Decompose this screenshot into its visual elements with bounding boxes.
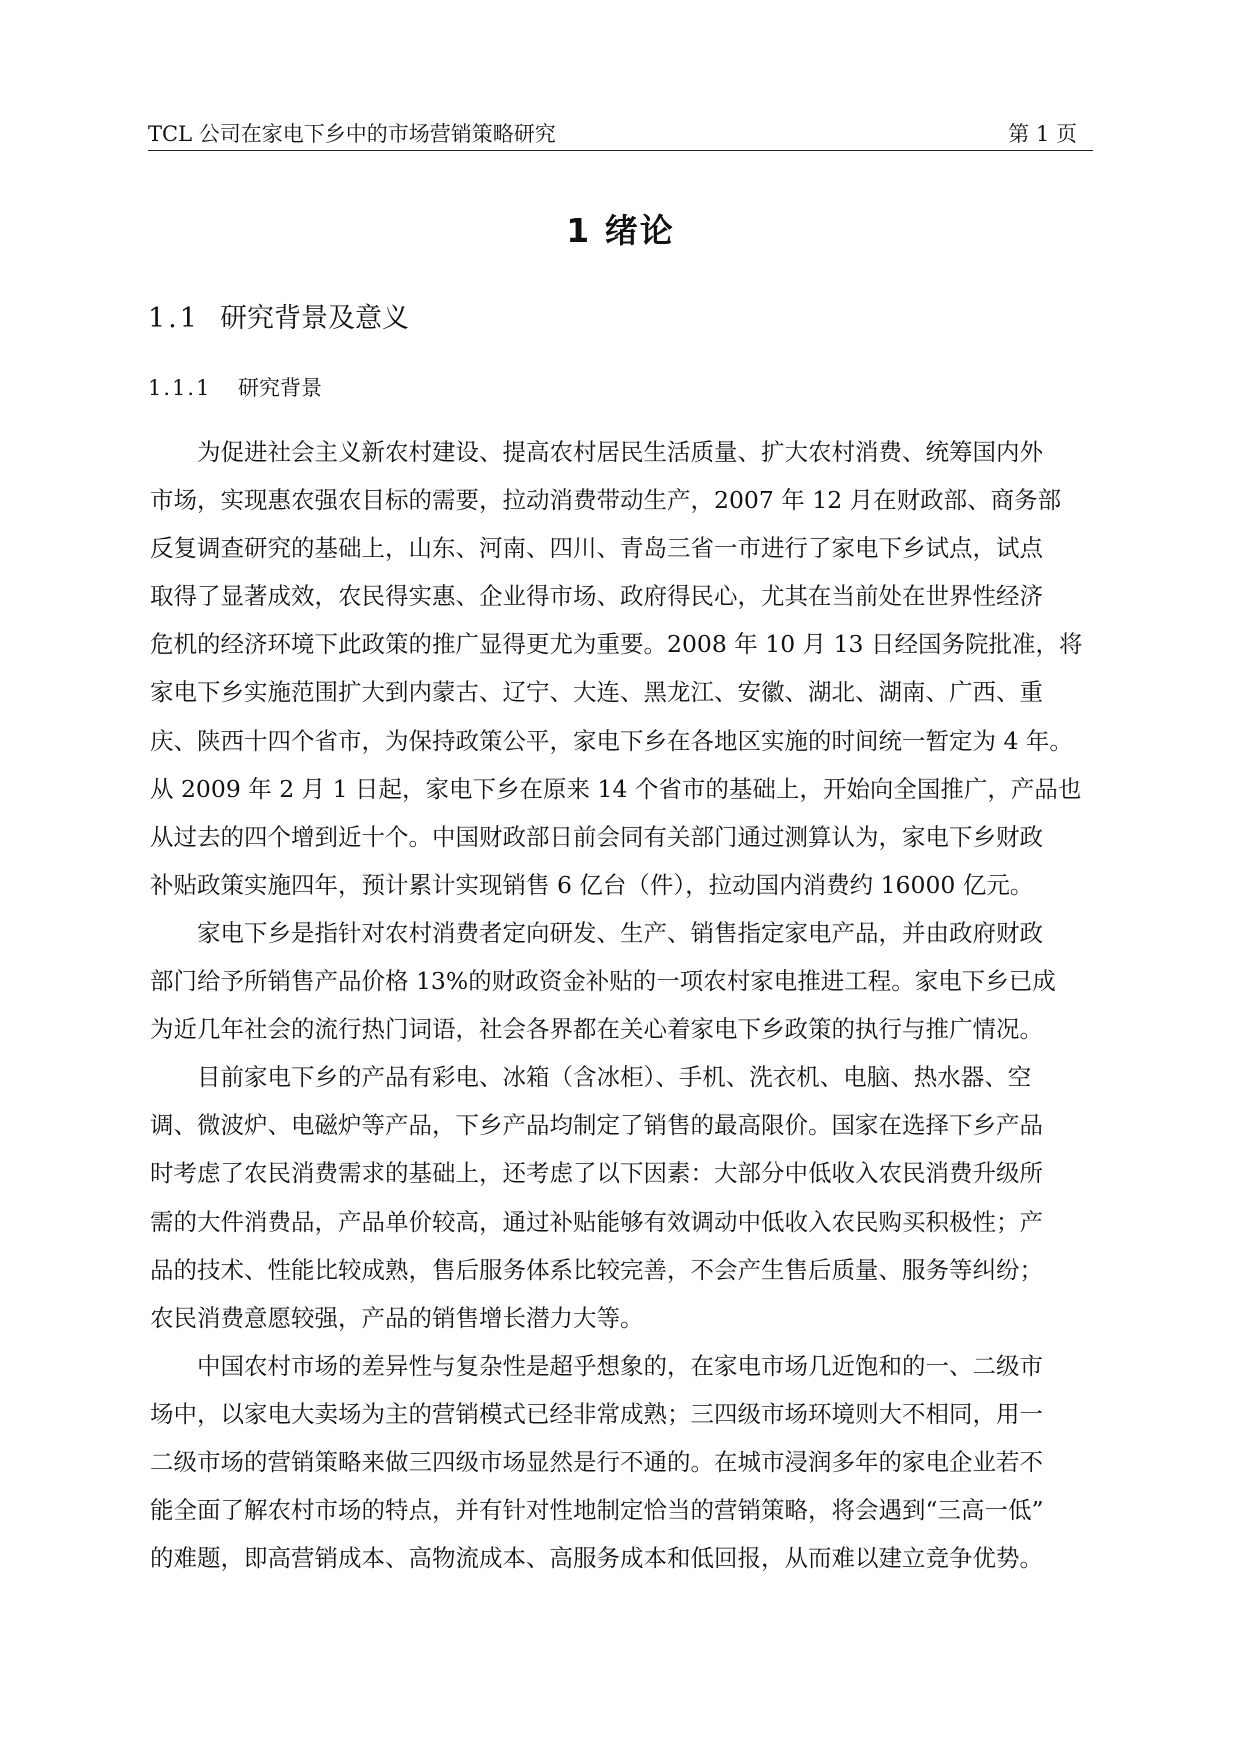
paragraph-line: 家电下乡是指针对农村消费者定向研发、生产、销售指定家电产品，并由政府财政	[197, 918, 1043, 947]
paragraph-line: 家电下乡实施范围扩大到内蒙古、辽宁、大连、黑龙江、安徽、湖北、湖南、广西、重	[150, 678, 1043, 707]
paragraph-line: 品的技术、性能比较成熟，售后服务体系比较完善，不会产生售后质量、服务等纠纷；	[150, 1255, 1043, 1284]
subsection-heading	[148, 372, 322, 402]
paragraph	[150, 1053, 1094, 1342]
section-number: 1.1	[148, 303, 200, 334]
paragraph-line: 为近几年社会的流行热门词语，社会各界都在关心着家电下乡政策的执行与推广情况。	[150, 1015, 1043, 1044]
paragraph-line: 从 2009 年 2 月 1 日起，家电下乡在原来 14 个省市的基础上，开始向全国推广，产品也	[150, 774, 1082, 803]
paragraph-line: 的难题，即高营销成本、高物流成本、高服务成本和低回报，从而难以建立竞争优势。	[150, 1544, 1043, 1573]
paragraph	[150, 428, 1094, 909]
paragraph-line: 农民消费意愿较强，产品的销售增长潜力大等。	[150, 1303, 644, 1332]
section-heading	[148, 296, 409, 335]
paragraph-line: 调、微波炉、电磁炉等产品，下乡产品均制定了销售的最高限价。国家在选择下乡产品	[150, 1111, 1043, 1140]
header-page-number: 第 1 页	[1008, 122, 1077, 146]
paragraph-line: 中国农村市场的差异性与复杂性是超乎想象的，在家电市场几近饱和的一、二级市	[197, 1351, 1043, 1380]
paragraph-line: 庆、陕西十四个省市，为保持政策公平，家电下乡在各地区实施的时间统一暂定为 4 年。	[150, 726, 1073, 755]
paragraph	[150, 909, 1094, 1053]
header-title: TCL 公司在家电下乡中的市场营销策略研究	[148, 122, 556, 146]
subsection-number: 1.1.1	[148, 376, 212, 400]
paragraph-line: 取得了显著成效，农民得实惠、企业得市场、政府得民心，尤其在当前处在世界性经济	[150, 582, 1043, 611]
paragraph-line: 补贴政策实施四年，预计累计实现销售 6 亿台（件），拉动国内消费约 16000 亿元。	[150, 870, 1034, 899]
paragraph-line: 部门给予所销售产品价格 13%的财政资金补贴的一项农村家电推进工程。家电下乡已成	[150, 967, 1056, 996]
section-title: 研究背景及意义	[220, 303, 409, 334]
body-text	[150, 428, 1094, 1582]
chapter-title: 1 绪论	[566, 211, 675, 250]
subsection-title: 研究背景	[238, 376, 322, 400]
paragraph-line: 市场，实现惠农强农目标的需要，拉动消费带动生产，2007 年 12 月在财政部、商务部	[150, 486, 1062, 515]
paragraph-line: 时考虑了农民消费需求的基础上，还考虑了以下因素：大部分中低收入农民消费升级所	[150, 1159, 1043, 1188]
paragraph-line: 需的大件消费品，产品单价较高，通过补贴能够有效调动中低收入农民购买积极性；产	[150, 1207, 1043, 1236]
paragraph-line: 能全面了解农村市场的特点，并有针对性地制定恰当的营销策略，将会遇到“三高一低”	[150, 1496, 1044, 1525]
paragraph-line: 为促进社会主义新农村建设、提高农村居民生活质量、扩大农村消费、统筹国内外	[197, 438, 1043, 466]
page-header	[148, 116, 1093, 151]
paragraph-line: 从过去的四个增到近十个。中国财政部日前会同有关部门通过测算认为，家电下乡财政	[150, 822, 1043, 851]
paragraph-line: 二级市场的营销策略来做三四级市场显然是行不通的。在城市浸润多年的家电企业若不	[150, 1447, 1043, 1476]
paragraph-line: 反复调查研究的基础上，山东、河南、四川、青岛三省一市进行了家电下乡试点，试点	[150, 534, 1043, 563]
paragraph	[150, 1342, 1094, 1582]
paragraph-line: 危机的经济环境下此政策的推广显得更尤为重要。2008 年 10 月 13 日经国务院批准，将	[150, 630, 1083, 659]
paragraph-line: 场中，以家电大卖场为主的营销模式已经非常成熟；三四级市场环境则大不相同，用一	[150, 1399, 1043, 1428]
paragraph-line: 目前家电下乡的产品有彩电、冰箱（含冰柜）、手机、洗衣机、电脑、热水器、空	[197, 1063, 1032, 1092]
